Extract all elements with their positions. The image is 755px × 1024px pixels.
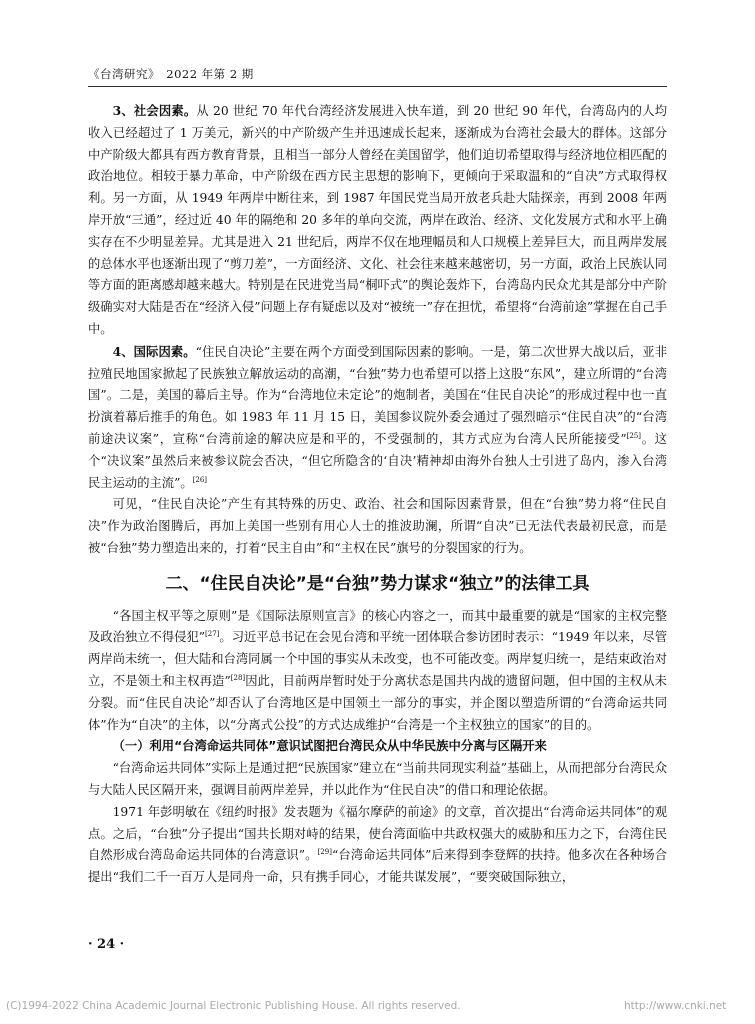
paragraph-lead: 4、国际因素。 — [112, 343, 196, 359]
paragraph-text: 。习近平总书记在会见台湾和平统一团体联合参访团时表示：“1949 年以来，尽管两岸尚未统一，但大陆和台湾同属一个中国的事实从未改变，也不可能改变。两岸复归统一，是结束政治对立，不是领土和主权再造” — [88, 630, 667, 688]
section-title: 二、“住民自决论”是“台独”势力谋求“独立”的法律工具 — [165, 573, 590, 594]
citation-ref: [25] — [626, 431, 642, 440]
paragraph-text: “各国主权平等之原则”是《国际法原则宣言》的核心内容之一，而其中最重要的就是“国家的主权完整及政治独立不得侵犯” — [88, 608, 667, 645]
paragraph-community-definition — [88, 758, 667, 802]
paragraph-community-history — [88, 802, 667, 889]
subsection-title: （一）利用“台湾命运共同体”意识试图把台湾民众从中华民族中分离与区隔开来 — [112, 739, 547, 754]
paragraph-sovereignty — [88, 606, 667, 737]
paragraph-text: 1971 年彭明敏在《纽约时报》发表题为《福尔摩萨的前途》的文章，首次提出“台湾命运共同体”的观点。之后，“台独”分子提出“国共长期对峙的结果，使台湾面临中共政权强大的威胁和压力之下，台湾住民自然形成台湾岛命运共同体的台湾意识”。 — [88, 804, 667, 863]
journal-header: 《台湾研究》 2022 年第 2 期 — [88, 67, 254, 81]
paragraph-text: 可见，“住民自决论”产生有其特殊的历史、政治、社会和国际因素背景，但在“台独”势力将“住民自决”作为政治图腾后，再加上美国一些别有用心人士的推波助澜，所谓“自决”已无法代表最初民意，而是被“台独”势力塑造出来的，打着“民主自由”和“主权在民”旗号的分裂国家的行为。 — [88, 497, 667, 555]
paragraph-text: 。这个“决议案”虽然后来被参议院会否决，“但它所隐含的‘自决’精神却由海外台独人士引进了岛内，渗入台湾民主运动的主流”。 — [88, 431, 667, 490]
copyright-text: (C)1994-2022 China Academic Journal Electronic Publishing House. All rights reserved. — [6, 1000, 461, 1012]
citation-ref: [27] — [205, 630, 220, 639]
paragraph-text: 因此，目前两岸暂时处于分离状态是国共内战的遗留问题，但中国的主权从未分裂。而“住民自决论”却否认了台湾地区是中国领土一部分的事实，并企图以塑造所谓的“台湾命运共同体”作为“自决”的主体，以“分离式公投”的方式达成维护“台湾是一个主权独立的国家”的目的。 — [88, 673, 667, 732]
paragraph-lead: 3、社会因素。 — [112, 103, 197, 118]
article-body — [88, 100, 667, 889]
citation-ref: [28] — [230, 673, 246, 682]
paragraph-text: “住民自决论”主要在两个方面受到国际因素的影响。一是，第二次世界大战以后，亚非拉殖民地国家掀起了民族独立解放运动的高潮，“台独”势力也希望可以搭上这股“东风”，建立所谓的“台湾国”。二是，美国的幕后主导。作为“台湾地位未定论”的炮制者，美国在“住民自决论”的形成过程中也一直扮演着幕后推手的角色。如 1983 年 11 月 15 日，美国参议院外委会通过了强烈暗示“住民自决”的“台湾前途决议案”，宣称“台湾前途的解决应是和平的，不受强制的，其方式应为台湾人民所能接受” — [88, 344, 667, 446]
copyright-footer — [6, 1000, 727, 1012]
paragraph-text: “台湾命运共同体”后来得到李登辉的扶持。他多次在各种场合提出“我们二千一百万人是同舟一命，只有携手同心，才能共谋发展”，“要突破国际独立， — [88, 848, 667, 885]
paragraph-text: “台湾命运共同体”实际上是通过把“民族国家”建立在“当前共同现实利益”基础上，从而把部分台湾民众与大陆人民区隔开来，强调目前两岸差异，并以此作为“住民自决”的借口和理论依据。 — [88, 761, 667, 797]
header-rule — [88, 86, 667, 87]
page-number: · 24 · — [88, 937, 125, 952]
citation-ref: [26] — [192, 475, 208, 484]
paragraph-social-factors — [88, 100, 667, 341]
paragraph-summary — [88, 494, 667, 559]
paragraph-international-factors — [88, 341, 667, 495]
paragraph-text: 从 20 世纪 70 年代台湾经济发展进入快车道，到 20 世纪 90 年代，台湾岛内的人均收入已经超过了 1 万美元，新兴的中产阶级产生并迅速成长起来，逐渐成为台湾社会最大的群体。这部分中产阶级大都具有西方教育背景，且相当一部分人曾经在美国留学，他们迫切希望取得与经济地位相匹配的政治地位。相较于暴力革命，中产阶级在西方民主思想的影响下，更倾向于采取温和的“自决”方式取得权利。另一方面，从 1949 年两岸中断往来，到 1987 年国民党当局开放老兵赴大陆探亲，再到 2008 年两岸开放“三通”，经过近 40 年的隔绝和 20 多年的单向交流，两岸在政治、经济、文化发展方式和水平上确实存在不少明显差异。尤其是进入 21 世纪后，两岸不仅在地理幅员和人口规模上差异巨大，而且两岸发展的总体水平也逐渐出现了“剪刀差”，一方面经济、文化、社会往来越来越密切，另一方面，政治上民族认同等方面的距离感却越来越大。特别是在民进党当局“桐吓式”的舆论轰炸下，台湾岛内民众尤其是部分中产阶级确实对大陆是否在“经济入侵”问题上存有疑虑以及对“被统一”存在担忧，希望将“台湾前途”掌握在自己手中。 — [88, 104, 667, 336]
citation-ref: [29] — [317, 848, 332, 857]
cnki-link[interactable]: http://www.cnki.net — [624, 1000, 727, 1012]
